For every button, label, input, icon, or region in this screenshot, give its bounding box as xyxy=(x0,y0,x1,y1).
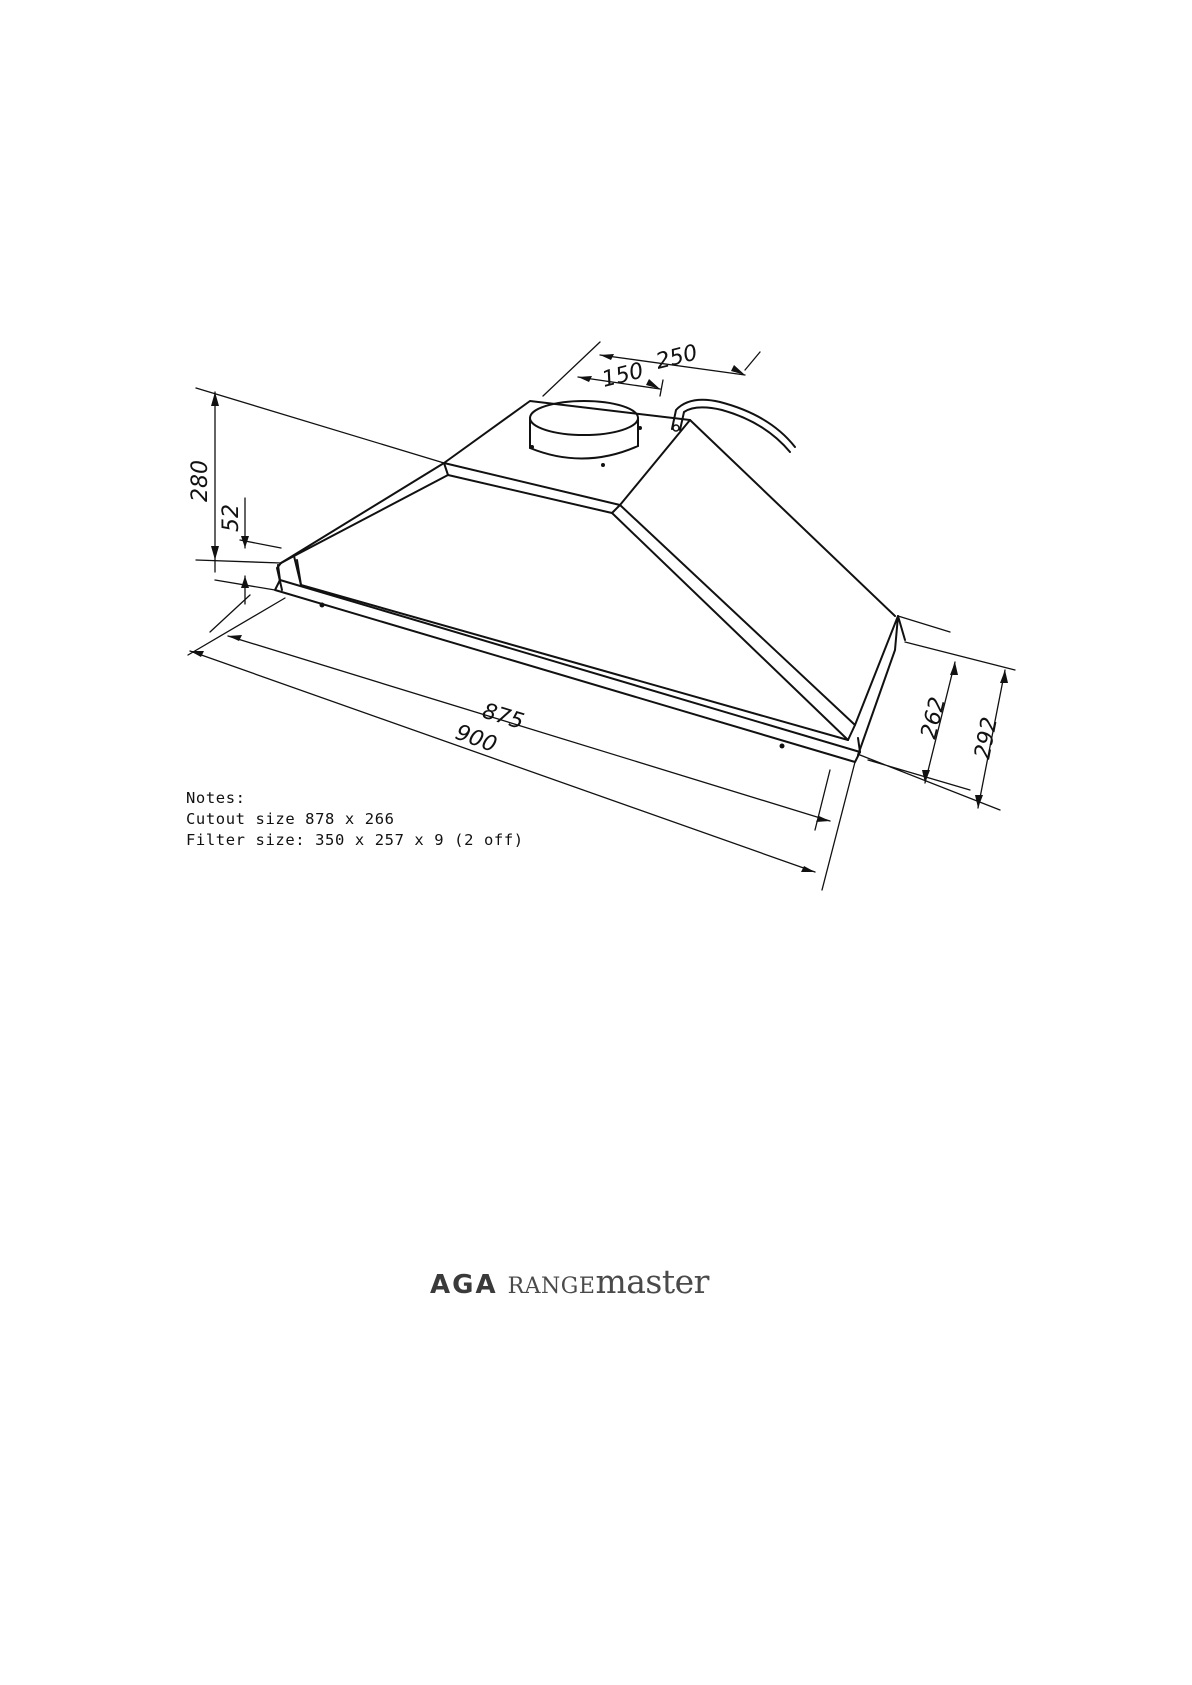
dim-292: 292 xyxy=(970,715,1003,762)
dim-900: 900 xyxy=(451,720,500,759)
dim-875: 875 xyxy=(479,698,527,736)
dim-150: 150 xyxy=(599,358,647,393)
logo-aga: AGA xyxy=(430,1270,498,1300)
dim-52: 52 xyxy=(219,504,244,532)
aga-rangemaster-logo xyxy=(430,1262,709,1302)
notes-filter-size: Filter size: 350 x 257 x 9 (2 off) xyxy=(186,831,524,849)
logo-range: RANGE xyxy=(507,1274,596,1299)
dim-262: 262 xyxy=(916,694,951,742)
notes-cutout-size: Cutout size 878 x 266 xyxy=(186,810,395,828)
dim-280: 280 xyxy=(188,460,213,502)
dim-250: 250 xyxy=(653,340,701,375)
duct-collar xyxy=(530,401,638,459)
logo-master: master xyxy=(595,1262,709,1301)
drawing-notes xyxy=(186,788,524,851)
power-cable xyxy=(672,400,795,452)
hood-body xyxy=(275,401,905,762)
notes-heading: Notes: xyxy=(186,789,246,807)
